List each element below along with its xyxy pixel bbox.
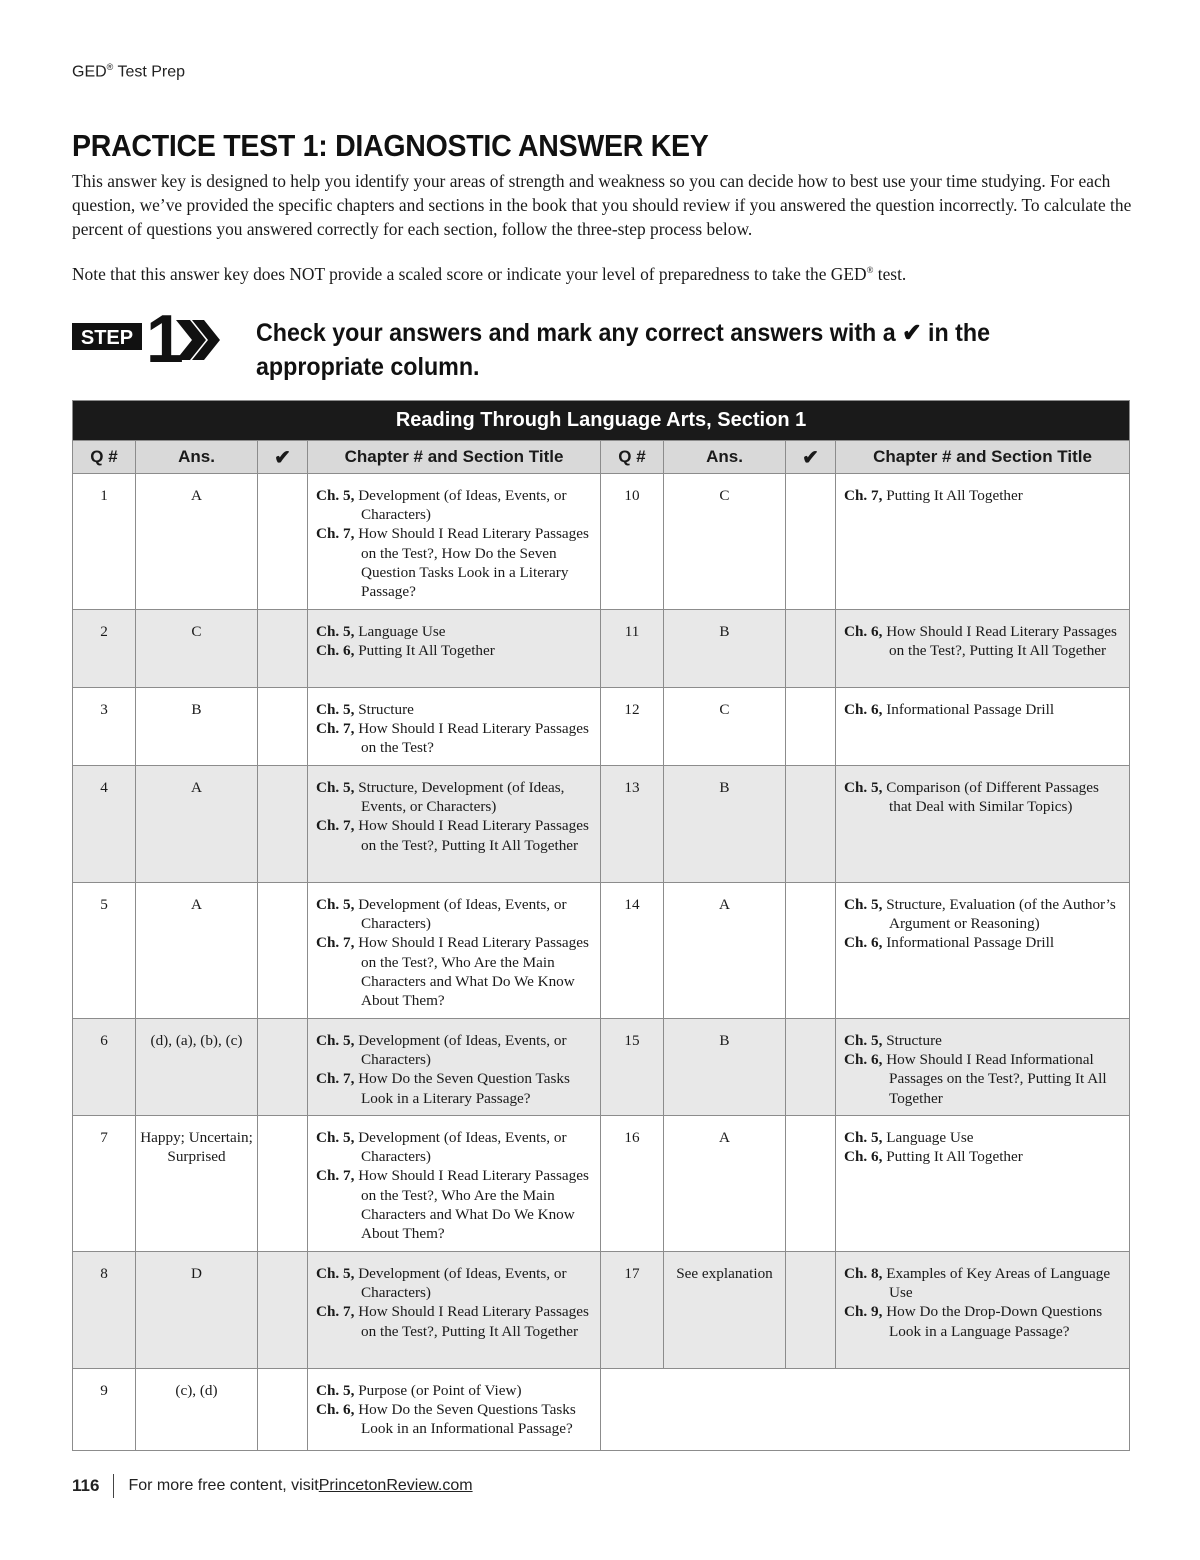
registered-mark: ® (866, 265, 874, 275)
chapter-number: Ch. 6, (844, 934, 883, 952)
section-title: How Do the Seven Questions Tasks Look in an Informational Passage? (358, 1401, 576, 1438)
note-paragraph (72, 258, 1132, 286)
question-number: 11 (601, 610, 664, 688)
question-number: 1 (73, 474, 136, 610)
section-title: How Should I Read Literary Passages on the Test?, Who Are the Main Characters and What Do We Know About Them? (358, 934, 589, 1010)
check-cell[interactable] (258, 766, 308, 883)
chapter-number: Ch. 6, (844, 701, 883, 718)
section-title: Putting It All Together (886, 1148, 1023, 1166)
section-title: Language Use (886, 1129, 974, 1146)
question-number: 5 (73, 883, 136, 1019)
chapter-number: Ch. 5, (316, 623, 355, 640)
section-title: How Should I Read Informational Passages on the Test?, Putting It All Together (886, 1051, 1107, 1107)
chapter-number: Ch. 5, (844, 1032, 883, 1049)
chapter-line (844, 700, 1123, 719)
chapter-number: Ch. 6, (844, 1148, 883, 1166)
question-number: 17 (601, 1252, 664, 1369)
col-header-chapter: Chapter # and Section Title (836, 441, 1130, 474)
chapter-number: Ch. 5, (316, 1265, 355, 1282)
answer-cell: Happy; Uncertain; Surprised (136, 1116, 258, 1252)
section-title: How Should I Read Literary Passages on the Test?, How Do the Seven Question Tasks Look in a Literary Passage? (358, 525, 589, 601)
col-header-ans: Ans. (136, 441, 258, 474)
section-title: Reading Through Language Arts, Section 1 (73, 401, 1130, 441)
chapter-line (316, 1400, 594, 1438)
chapter-line (316, 641, 594, 660)
section-title: How Should I Read Literary Passages on the Test?, Putting It All Together (886, 623, 1117, 660)
chapter-line (316, 895, 594, 933)
answer-cell: B (664, 766, 786, 883)
chapter-number: Ch. 7, (316, 817, 355, 835)
col-header-chapter: Chapter # and Section Title (308, 441, 601, 474)
check-cell[interactable] (258, 883, 308, 1019)
running-head-brand: GED (72, 63, 107, 81)
chapter-line (316, 778, 594, 816)
chapter-line (316, 700, 594, 719)
section-title: Examples of Key Areas of Language Use (886, 1265, 1111, 1302)
chapter-reference (836, 1019, 1130, 1116)
step-label: STEP (80, 327, 134, 349)
table-row (73, 1369, 1130, 1451)
chapter-line (844, 1147, 1123, 1166)
chapter-number: Ch. 7, (844, 487, 883, 504)
check-cell[interactable] (258, 1116, 308, 1252)
chapter-reference (308, 1019, 601, 1116)
chapter-number: Ch. 7, (316, 1070, 355, 1088)
section-title: How Should I Read Literary Passages on the Test?, Putting It All Together (358, 817, 589, 854)
chapter-number: Ch. 7, (316, 720, 355, 738)
section-title: Development (of Ideas, Events, or Characters) (358, 1129, 567, 1166)
answer-cell: B (664, 610, 786, 688)
chapter-line (844, 1050, 1123, 1108)
question-number: 12 (601, 688, 664, 766)
check-cell[interactable] (786, 883, 836, 1019)
check-cell[interactable] (786, 610, 836, 688)
answer-cell: A (136, 883, 258, 1019)
chapter-reference (308, 1116, 601, 1252)
check-cell[interactable] (258, 1369, 308, 1451)
question-number: 6 (73, 1019, 136, 1116)
answer-cell: C (664, 474, 786, 610)
question-number: 8 (73, 1252, 136, 1369)
chapter-number: Ch. 5, (316, 1382, 355, 1399)
question-number: 15 (601, 1019, 664, 1116)
chapter-number: Ch. 9, (844, 1303, 883, 1321)
check-cell[interactable] (786, 1252, 836, 1369)
chapter-reference (308, 883, 601, 1019)
chapter-number: Ch. 5, (316, 779, 355, 796)
chapter-number: Ch. 5, (844, 779, 883, 796)
step-instruction-line: appropriate column. (256, 353, 480, 381)
section-title: Development (of Ideas, Events, or Characters) (358, 896, 567, 933)
section-title: Development (of Ideas, Events, or Characters) (358, 487, 567, 524)
answer-key-table (72, 400, 1130, 1451)
col-header-q: Q # (73, 441, 136, 474)
section-title: Informational Passage Drill (886, 934, 1055, 952)
running-head-rest: Test Prep (113, 63, 186, 81)
chapter-line (316, 1302, 594, 1340)
answer-cell: A (664, 883, 786, 1019)
chapter-line (316, 1166, 594, 1243)
chapter-line (316, 719, 594, 757)
chapter-line (844, 1128, 1123, 1147)
chapter-line (844, 1302, 1123, 1340)
step-badge-icon (72, 306, 222, 368)
question-number: 16 (601, 1116, 664, 1252)
section-title: How Do the Seven Question Tasks Look in a Literary Passage? (358, 1070, 570, 1107)
check-cell[interactable] (258, 1019, 308, 1116)
answer-cell: C (664, 688, 786, 766)
chapter-line (316, 486, 594, 524)
chapter-number: Ch. 6, (844, 1051, 883, 1069)
chapter-reference (308, 688, 601, 766)
page-title: PRACTICE TEST 1: DIAGNOSTIC ANSWER KEY (72, 128, 709, 163)
chapter-reference (836, 474, 1130, 610)
check-cell[interactable] (786, 1116, 836, 1252)
check-cell[interactable] (258, 474, 308, 610)
question-number: 4 (73, 766, 136, 883)
answer-cell: C (136, 610, 258, 688)
chapter-line (844, 1264, 1123, 1302)
table-row (73, 1116, 1130, 1252)
table-row (73, 883, 1130, 1019)
section-title: Development (of Ideas, Events, or Characters) (358, 1265, 567, 1302)
page-number: 116 (72, 1476, 100, 1495)
table-row (73, 474, 1130, 610)
chapter-reference (836, 883, 1130, 1019)
section-title: Development (of Ideas, Events, or Characters) (358, 1032, 567, 1069)
table-row (73, 688, 1130, 766)
chapter-number: Ch. 6, (844, 623, 883, 640)
step-instruction (256, 316, 1000, 384)
answer-cell: A (664, 1116, 786, 1252)
section-title: Structure (358, 701, 414, 718)
answer-cell: (d), (a), (b), (c) (136, 1019, 258, 1116)
section-title: How Do the Drop-Down Questions Look in a Language Passage? (886, 1303, 1103, 1340)
check-cell[interactable] (786, 474, 836, 610)
chapter-line (844, 622, 1123, 660)
col-header-ans: Ans. (664, 441, 786, 474)
footer-link[interactable]: PrincetonReview.com (318, 1477, 473, 1494)
chapter-number: Ch. 7, (316, 1303, 355, 1321)
empty-cell (601, 1369, 1130, 1451)
chapter-number: Ch. 5, (844, 1129, 883, 1146)
table-row (73, 610, 1130, 688)
chapter-number: Ch. 5, (316, 487, 355, 504)
section-title: Comparison (of Different Passages that Deal with Similar Topics) (886, 779, 1099, 816)
section-title: How Should I Read Literary Passages on the Test?, Putting It All Together (358, 1303, 589, 1340)
footer-divider (113, 1474, 114, 1498)
chapter-number: Ch. 5, (316, 1129, 355, 1146)
chapter-reference (836, 1116, 1130, 1252)
answer-cell: A (136, 474, 258, 610)
section-title: Structure, Development (of Ideas, Events, or Characters) (358, 779, 565, 816)
question-number: 9 (73, 1369, 136, 1451)
check-cell[interactable] (786, 1019, 836, 1116)
chapter-reference (836, 1252, 1130, 1369)
chapter-number: Ch. 7, (316, 934, 355, 952)
chapter-reference (836, 610, 1130, 688)
chapter-line (316, 816, 594, 854)
chapter-reference (308, 474, 601, 610)
check-cell[interactable] (786, 688, 836, 766)
question-number: 14 (601, 883, 664, 1019)
chapter-number: Ch. 6, (316, 1401, 355, 1419)
col-header-check: ✔ (786, 441, 836, 474)
answer-cell: (c), (d) (136, 1369, 258, 1451)
check-cell[interactable] (258, 1252, 308, 1369)
question-number: 3 (73, 688, 136, 766)
chapter-number: Ch. 7, (316, 525, 355, 543)
answer-cell: See explanation (664, 1252, 786, 1369)
chapter-reference (836, 766, 1130, 883)
chapter-line (316, 1031, 594, 1069)
note-text: Note that this answer key does NOT provide a scaled score or indicate your level of preparedness to take the GED (72, 263, 867, 284)
section-title: Purpose (or Point of View) (358, 1382, 522, 1399)
chapter-number: Ch. 6, (316, 642, 355, 660)
chapter-line (844, 895, 1123, 933)
chapter-number: Ch. 5, (316, 1032, 355, 1049)
chapter-line (316, 1128, 594, 1166)
chapter-reference (308, 766, 601, 883)
section-title: How Should I Read Literary Passages on the Test? (358, 720, 589, 757)
section-title: Putting It All Together (358, 642, 495, 660)
chapter-reference (308, 610, 601, 688)
question-number: 7 (73, 1116, 136, 1252)
answer-cell: B (136, 688, 258, 766)
page-footer (72, 1474, 473, 1498)
question-number: 10 (601, 474, 664, 610)
chapter-line (316, 1069, 594, 1107)
answer-key-body (73, 474, 1130, 1451)
running-head (72, 62, 185, 81)
chapter-number: Ch. 5, (316, 701, 355, 718)
intro-paragraph: This answer key is designed to help you identify your areas of strength and weakness so you can decide how to best use your time studying. For each question, we’ve provided the specific chapters and sections in the book that you should review if you answered the question incorrectly. To calculate the percent of questions you answered correctly for each section, follow the three-step process below. (72, 171, 1132, 239)
answer-cell: A (136, 766, 258, 883)
registered-mark: ® (106, 62, 114, 72)
note-text-end: test. (873, 263, 907, 284)
table-row (73, 1019, 1130, 1116)
section-title: Putting It All Together (886, 487, 1023, 504)
chapter-reference (308, 1252, 601, 1369)
chapter-line (844, 778, 1123, 816)
check-cell[interactable] (786, 766, 836, 883)
chapter-number: Ch. 7, (316, 1167, 355, 1185)
section-title: Structure (886, 1032, 942, 1049)
step-number: 1 (146, 306, 184, 368)
check-cell[interactable] (258, 610, 308, 688)
chapter-line (316, 1264, 594, 1302)
chapter-line (844, 486, 1123, 505)
chapter-line (316, 933, 594, 1010)
chapter-line (844, 1031, 1123, 1050)
chapter-line (316, 622, 594, 641)
chapter-line (316, 1381, 594, 1400)
chapter-number: Ch. 5, (844, 896, 883, 913)
table-row (73, 766, 1130, 883)
chapter-reference (308, 1369, 601, 1451)
table-row (73, 1252, 1130, 1369)
section-title: Informational Passage Drill (886, 701, 1055, 718)
answer-cell: D (136, 1252, 258, 1369)
check-cell[interactable] (258, 688, 308, 766)
section-title: How Should I Read Literary Passages on the Test?, Who Are the Main Characters and What Do We Know About Them? (358, 1167, 589, 1243)
col-header-check: ✔ (258, 441, 308, 474)
chapter-number: Ch. 8, (844, 1265, 883, 1282)
chapter-line (844, 933, 1123, 952)
footer-text: For more free content, visit (128, 1477, 319, 1494)
answer-cell: B (664, 1019, 786, 1116)
chapter-reference (836, 688, 1130, 766)
question-number: 13 (601, 766, 664, 883)
question-number: 2 (73, 610, 136, 688)
section-title: Language Use (358, 623, 446, 640)
section-title: Structure, Evaluation (of the Author’s Argument or Reasoning) (886, 896, 1116, 933)
step-instruction-line: Check your answers and mark any correct answers with a ✔ in the (256, 319, 991, 347)
chapter-line (316, 524, 594, 601)
chapter-number: Ch. 5, (316, 896, 355, 913)
col-header-q: Q # (601, 441, 664, 474)
